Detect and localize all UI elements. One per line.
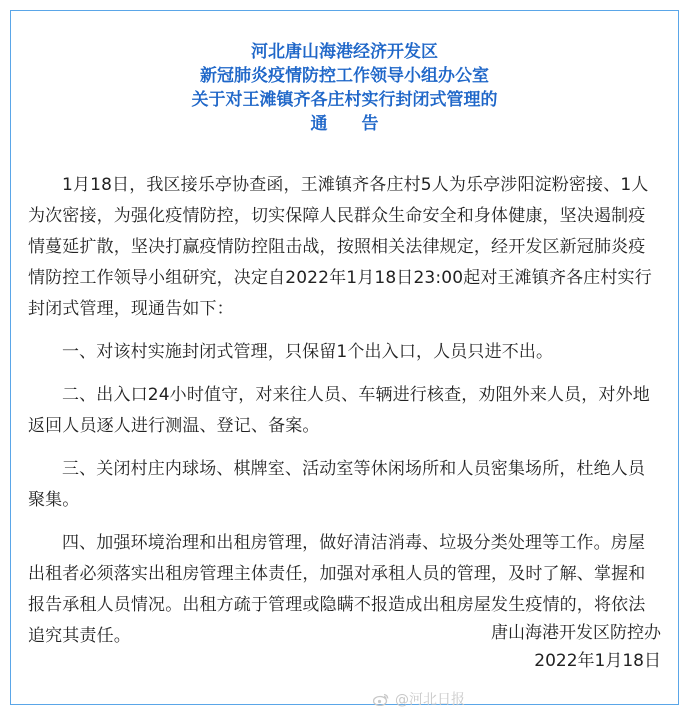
notice-paragraph-intro: 1月18日，我区接乐亭协查函，王滩镇齐各庄村5人为乐亭涉阳淀粉密接、1人为次密接，为强化疫情防控，切实保障人民群众生命安全和身体健康，坚决遏制疫情蔓延扩散，坚决打赢疫情防控阻击战，按照相关法律规定，经开发区新冠肺炎疫情防控工作领导小组研究，决定自2022年1月18日23:00起对王滩镇齐各庄村实行封闭式管理，现通告如下： <box>28 175 652 319</box>
notice-paragraph-item-1: 一、对该村实施封闭式管理，只保留1个出入口，人员只进不出。 <box>62 342 554 362</box>
notice-paragraph-item-3: 三、关闭村庄内球场、棋牌室、活动室等休闲场所和人员密集场所，杜绝人员聚集。 <box>28 459 646 510</box>
title-line-issuer-region: 河北唐山海港经济开发区 <box>251 42 438 62</box>
source-watermark <box>373 689 465 709</box>
notice-title <box>0 40 689 136</box>
notice-signature <box>491 619 661 675</box>
title-line-doc-type: 通 告 <box>310 114 379 134</box>
notice-body <box>28 170 661 652</box>
watermark-text: @河北日报 <box>395 692 465 708</box>
notice-paragraph-item-4: 四、加强环境治理和出租房管理，做好清洁消毒、垃圾分类处理等工作。房屋出租者必须落实出租房管理主体责任，加强对承租人员的管理，及时了解、掌握和报告承租人员情况。出租方疏于管理或隐瞒不报造成出租房屋发生疫情的，将依法追究其责任。 <box>28 533 646 646</box>
notice-paragraph-item-2: 二、出入口24小时值守，对来往人员、车辆进行核查，劝阻外来人员，对外地返回人员逐人进行测温、登记、备案。 <box>28 385 650 436</box>
title-line-issuer-office: 新冠肺炎疫情防控工作领导小组办公室 <box>200 66 489 86</box>
weibo-icon <box>373 693 389 706</box>
signature-date: 2022年1月18日 <box>534 651 661 671</box>
signature-org: 唐山海港开发区防控办 <box>491 623 661 643</box>
title-line-subject: 关于对王滩镇齐各庄村实行封闭式管理的 <box>191 90 498 110</box>
